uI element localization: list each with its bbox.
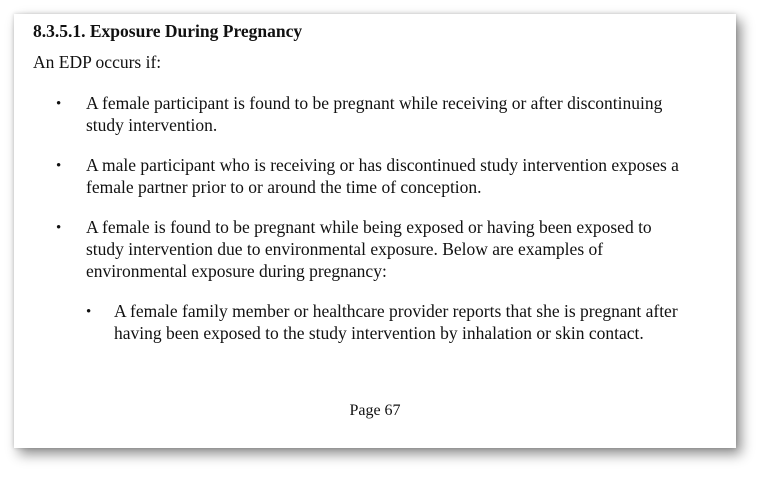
section-heading: 8.3.5.1. Exposure During Pregnancy bbox=[33, 21, 303, 41]
sub-bullet-icon: • bbox=[86, 304, 92, 320]
list-item-line: A female participant is found to be pregnant while receiving or after discontinuing bbox=[86, 93, 663, 113]
list-item-line: female partner prior to or around the time of conception. bbox=[86, 177, 482, 197]
list-item-line: A male participant who is receiving or has discontinued study intervention exposes a bbox=[86, 155, 679, 175]
list-item-line: environmental exposure during pregnancy: bbox=[86, 261, 387, 281]
bullet-icon: • bbox=[56, 220, 62, 236]
list-item bbox=[86, 216, 726, 282]
list-item-line: A female is found to be pregnant while being exposed or having been exposed to bbox=[86, 217, 652, 237]
list-item-line: A female family member or healthcare provider reports that she is pregnant after bbox=[114, 301, 678, 321]
list-item bbox=[86, 154, 726, 198]
sub-list-item bbox=[114, 300, 729, 344]
list-item bbox=[86, 92, 726, 136]
page-number: Page 67 bbox=[349, 402, 401, 419]
document-page bbox=[14, 14, 736, 448]
list-item-line: having been exposed to the study intervention by inhalation or skin contact. bbox=[114, 323, 644, 343]
list-item-line: study intervention due to environmental exposure. Below are examples of bbox=[86, 239, 604, 259]
bullet-icon: • bbox=[56, 158, 62, 174]
bullet-icon: • bbox=[56, 96, 62, 112]
intro-text: An EDP occurs if: bbox=[33, 52, 162, 72]
list-item-line: study intervention. bbox=[86, 115, 218, 135]
